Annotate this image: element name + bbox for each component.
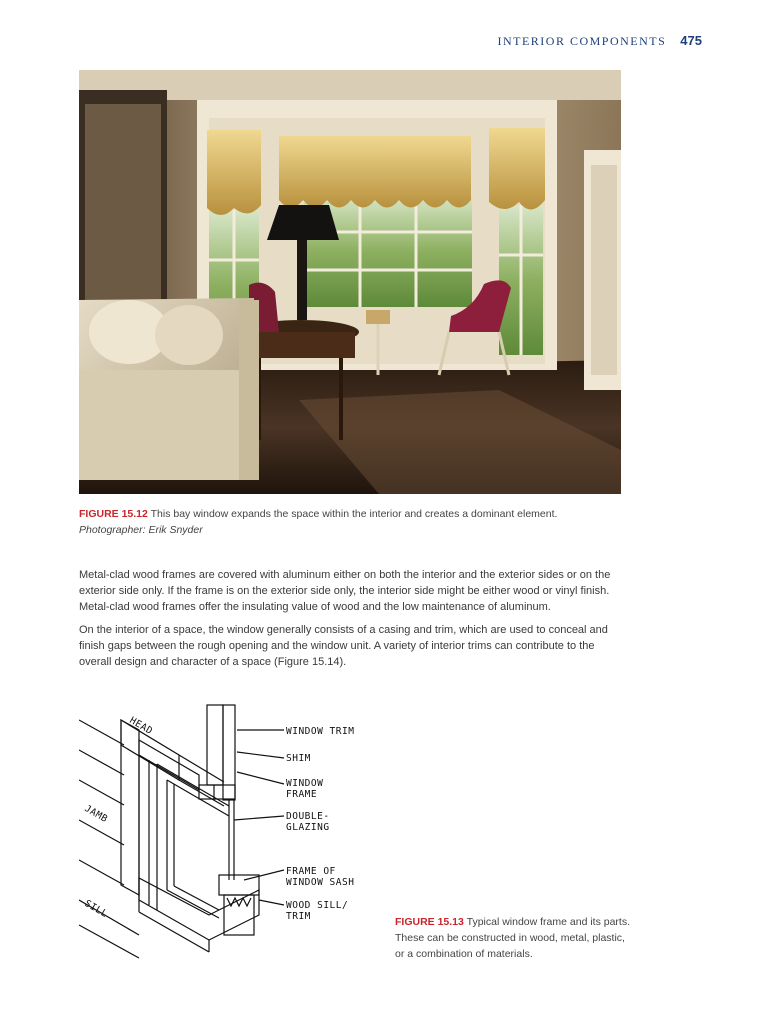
body-text bbox=[79, 567, 624, 677]
paragraph: Metal-clad wood frames are covered with aluminum either on both the interior and the exterior sides or on the exterior side only. If the frame is on the exterior side only, the interior side might be either wood or vinyl finish. Metal-clad wood frames offer the insulating value of wood and the low maintenance of aluminum. bbox=[79, 569, 611, 613]
label-double-glazing-2: GLAZING bbox=[286, 822, 330, 833]
label-window-frame-1: WINDOW bbox=[286, 778, 324, 789]
caption-text: This bay window expands the space within the interior and creates a dominant element. bbox=[150, 508, 558, 520]
bay-window-photo bbox=[79, 70, 621, 494]
figure-15-13-caption bbox=[395, 914, 630, 962]
figure-label: FIGURE 15.13 bbox=[395, 916, 464, 928]
photo-credit: Photographer: Erik Snyder bbox=[79, 524, 203, 536]
label-double-glazing-1: DOUBLE- bbox=[286, 811, 330, 822]
caption-text: Typical window frame and its parts. These can be constructed in wood, metal, plastic, or a combination of materials. bbox=[395, 916, 631, 960]
label-frame-sash-1: FRAME OF bbox=[286, 866, 336, 877]
paragraph: On the interior of a space, the window generally consists of a casing and trim, which are used to conceal and finish gaps between the rough opening and the window unit. A variety of interior trims can contribute to the overall design and character of a space (Figure 15.14). bbox=[79, 624, 608, 668]
window-frame-diagram bbox=[79, 700, 379, 962]
label-window-frame-2: FRAME bbox=[286, 789, 318, 800]
running-head bbox=[497, 33, 702, 49]
page-number: 475 bbox=[680, 33, 702, 48]
label-frame-sash-2: WINDOW SASH bbox=[286, 877, 355, 888]
label-shim: SHIM bbox=[286, 753, 311, 764]
label-wood-sill-2: TRIM bbox=[286, 911, 311, 922]
label-head: HEAD bbox=[127, 715, 155, 738]
figure-15-12-caption bbox=[79, 506, 639, 538]
label-window-trim: WINDOW TRIM bbox=[286, 726, 355, 737]
label-wood-sill-1: WOOD SILL/ bbox=[286, 900, 349, 911]
label-jamb: JAMB bbox=[82, 803, 110, 826]
figure-label: FIGURE 15.12 bbox=[79, 508, 148, 520]
section-title: INTERIOR COMPONENTS bbox=[497, 34, 667, 48]
label-sill: SILL bbox=[82, 898, 110, 921]
